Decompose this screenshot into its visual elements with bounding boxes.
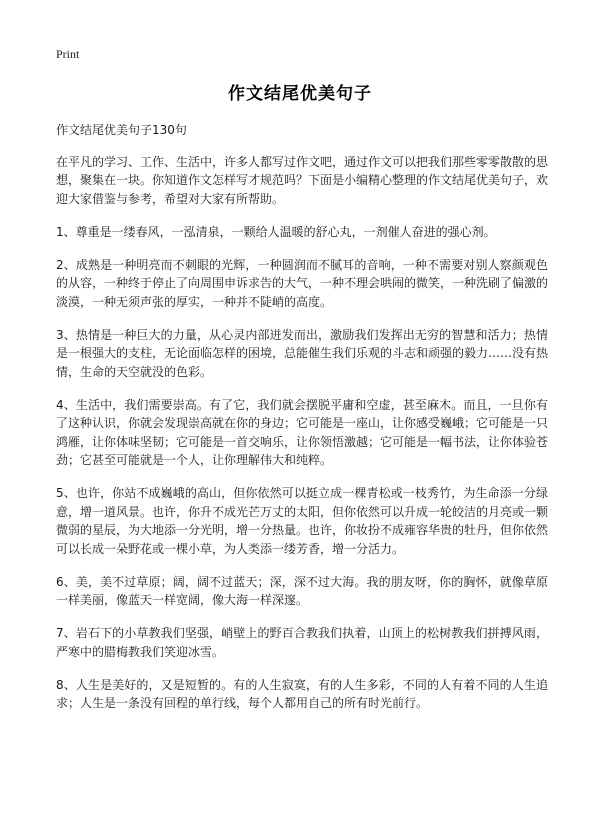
sentence-paragraph-4: 4、生活中，我们需要崇高。有了它，我们就会摆脱平庸和空虚，甚至麻木。而且，一旦你有了这种认识，你就会发现崇高就在你的身边；它可能是一座山，让你感受巍峨；它可能是一只鸿雁，让你体味坚韧；它可能是一首交响乐，让你领悟激越；它可能是一幅书法，让你体验苍劲；它甚至可能就是一个人，让你理解伟大和纯粹。 (56, 397, 549, 467)
print-link[interactable]: Print (56, 47, 80, 61)
document-title: 作文结尾优美句子 (228, 84, 372, 104)
sentence-paragraph-2: 2、成熟是一种明亮而不刺眼的光辉，一种圆润而不腻耳的音响，一种不需要对别人察颜观色的从容，一种终于停止了向周围申诉求告的大气，一种不理会哄闹的微笑，一种洗刷了偏激的淡漠，一种无须声张的厚实，一种并不陡峭的高度。 (56, 257, 549, 309)
sentence-paragraph-7: 7、岩石下的小草教我们坚强，峭壁上的野百合教我们执着，山顶上的松树教我们拼搏风雨，严寒中的腊梅教我们笑迎冰雪。 (56, 626, 548, 659)
sentence-paragraph-1: 1、尊重是一缕春风，一泓清泉，一颗给人温暖的舒心丸，一剂催人奋进的强心剂。 (56, 224, 496, 239)
sentence-paragraph-5: 5、也许，你站不成巍峨的高山，但你依然可以挺立成一棵青松或一枝秀竹，为生命添一分绿意，增一道风景。也许，你升不成光芒万丈的太阳，但你依然可以升成一轮皎洁的月亮或一颗微弱的星辰，为大地添一分光明，增一分热量。也许，你妆扮不成雍容华贵的牡丹，但你依然可以长成一朵野花或一棵小草，为人类添一缕芳香，增一分活力。 (56, 486, 549, 556)
document-subtitle: 作文结尾优美句子130句 (56, 123, 187, 137)
document-body (56, 121, 548, 727)
sentence-paragraph-8: 8、人生是美好的，又是短暂的。有的人生寂寞，有的人生多彩，不同的人有着不同的人生追求；人生是一条没有回程的单行线，每个人都用自己的所有时光前行。 (56, 677, 548, 710)
sentence-paragraph-6: 6、美，美不过草原；阔，阔不过蓝天；深，深不过大海。我的朋友呀，你的胸怀，就像草原一样美丽，像蓝天一样宽阔，像大海一样深邃。 (56, 574, 548, 607)
intro-paragraph: 在平凡的学习、工作、生活中，许多人都写过作文吧，通过作文可以把我们那些零零散散的思想，聚集在一块。你知道作文怎样写才规范吗？下面是小编精心整理的作文结尾优美句子，欢迎大家借鉴与参考，希望对大家有所帮助。 (56, 154, 549, 206)
sentence-paragraph-3: 3、热情是一种巨大的力量，从心灵内部迸发而出，激励我们发挥出无穷的智慧和活力；热情是一根强大的支柱，无论面临怎样的困境，总能催生我们乐观的斗志和顽强的毅力……没有热情，生命的天空就没的色彩。 (56, 327, 549, 379)
